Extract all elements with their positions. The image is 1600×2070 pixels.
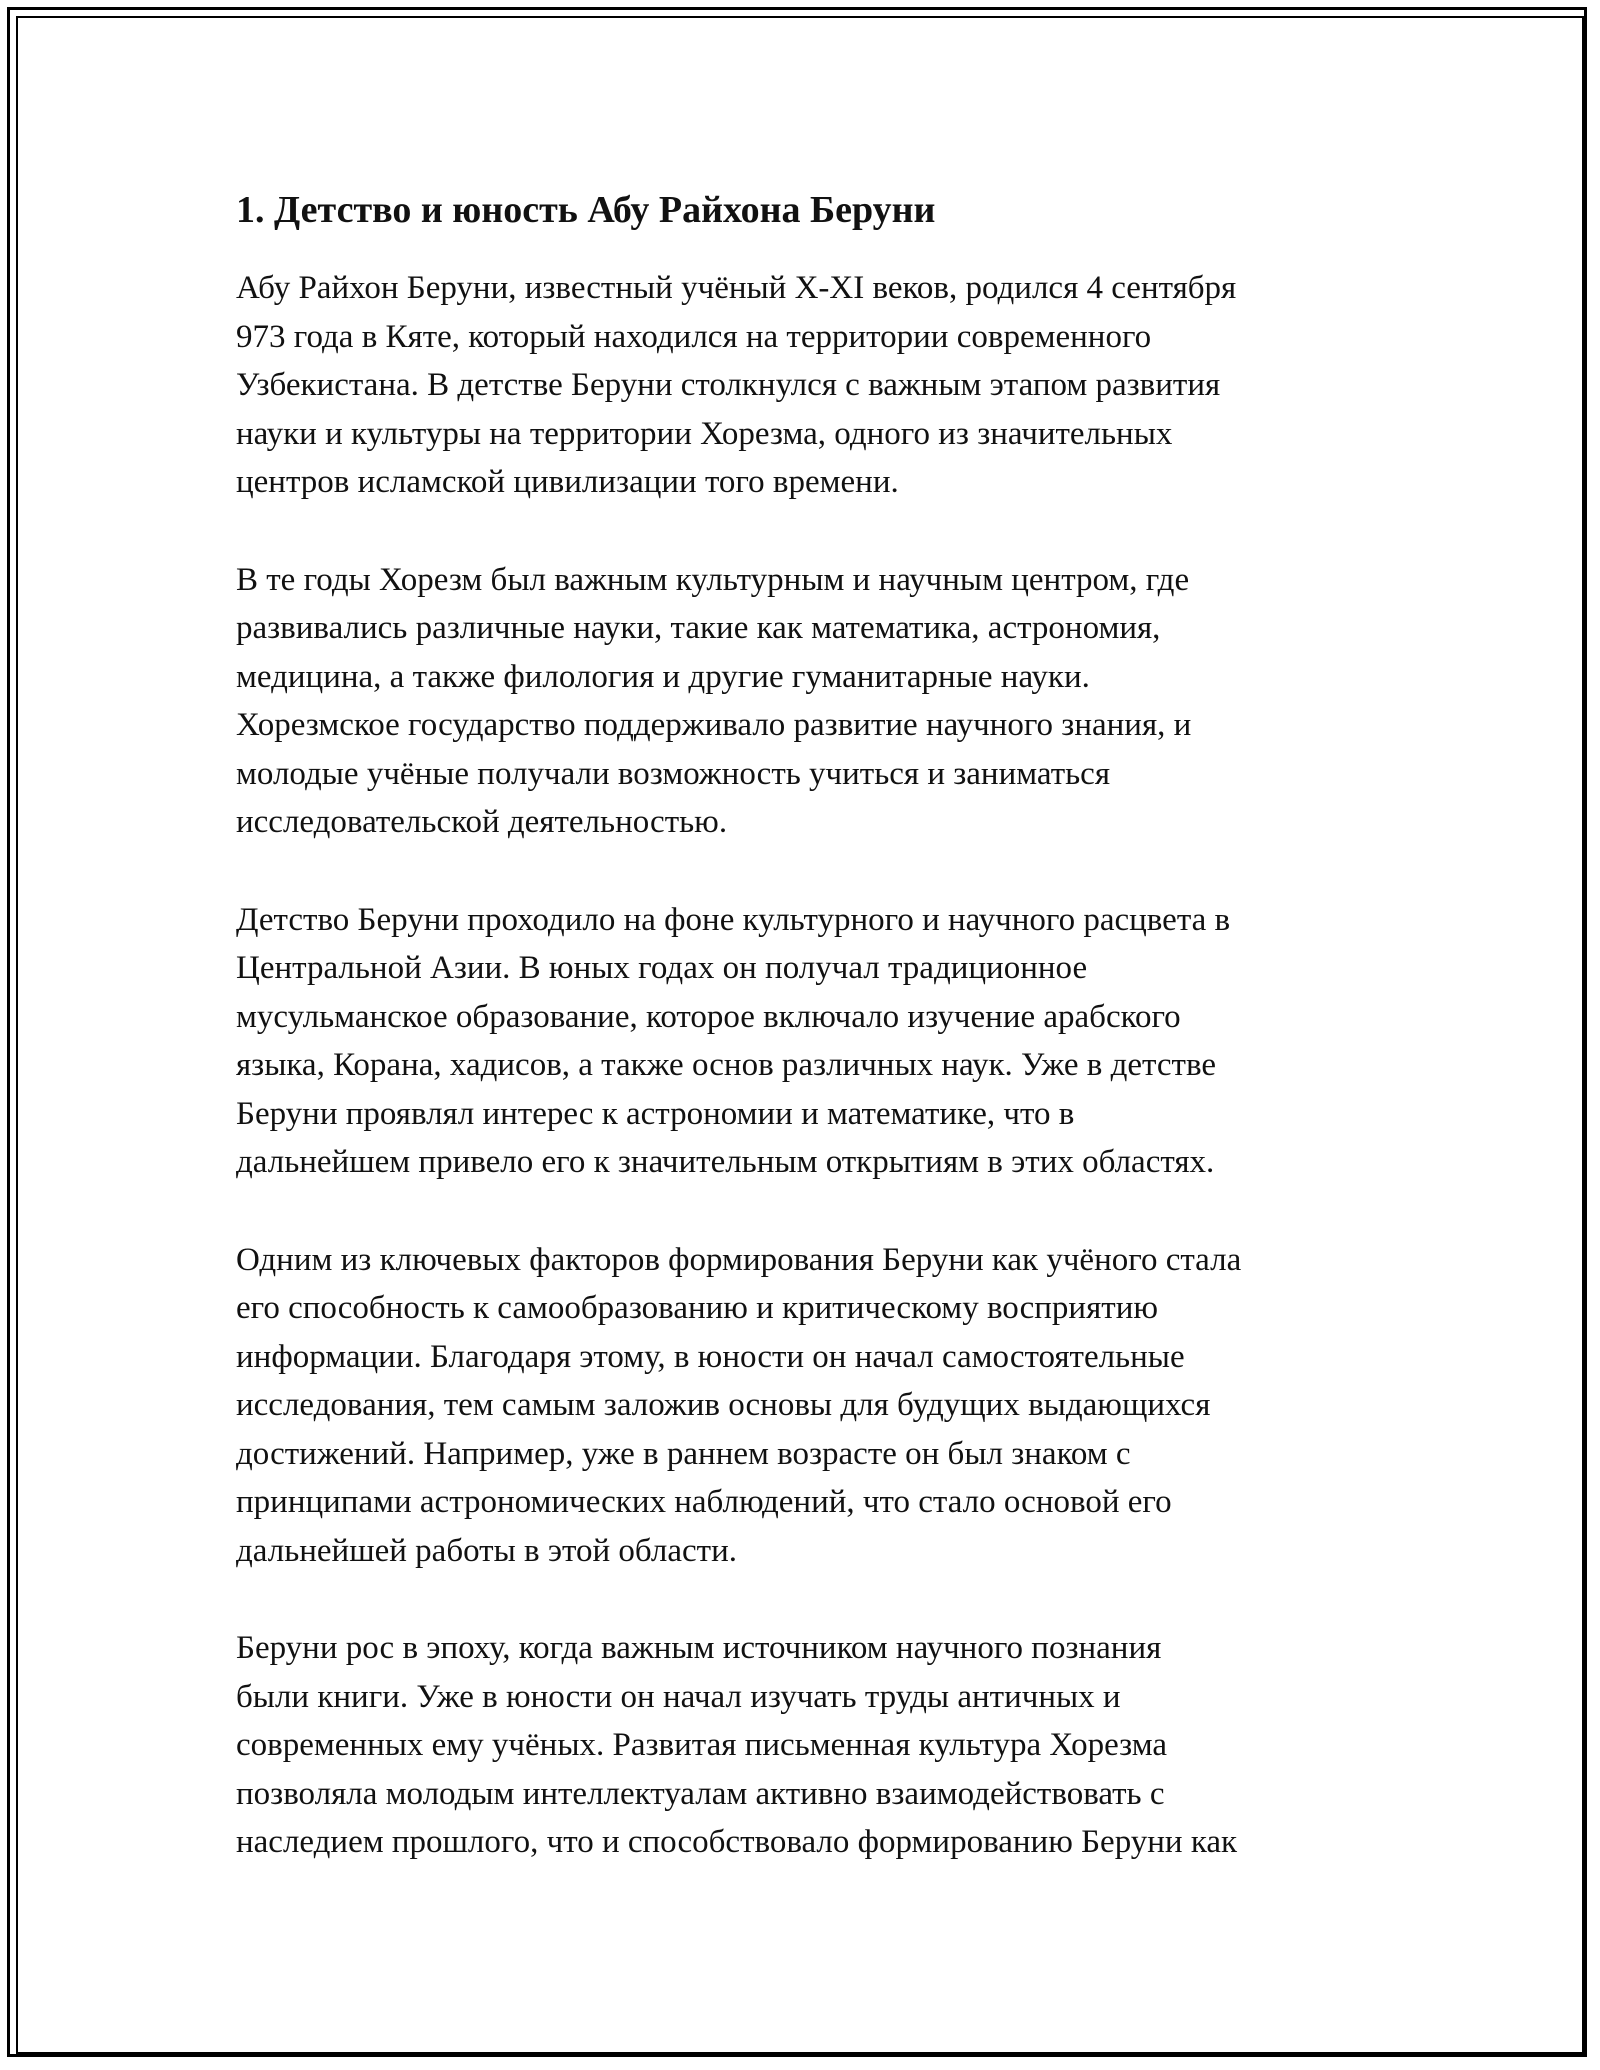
text-line: современных ему учёных. Развитая письменная культура Хорезма xyxy=(236,1727,1168,1763)
text-line: информации. Благодаря этому, в юности он начал самостоятельные xyxy=(236,1338,1185,1375)
text-line: мусульманское образование, которое включало изучение арабского xyxy=(236,998,1181,1035)
text-line: Узбекистана. В детстве Беруни столкнулся с важным этапом развития xyxy=(236,367,1221,403)
paragraph xyxy=(236,264,1386,507)
text-line: развивались различные науки, такие как математика, астрономия, xyxy=(236,610,1161,646)
text-line: исследования, тем самым заложив основы для будущих выдающихся xyxy=(236,1387,1211,1423)
section-heading: 1. Детство и юность Абу Райхона Беруни xyxy=(236,189,936,231)
text-line: В те годы Хорезм был важным культурным и научным центром, где xyxy=(236,561,1190,598)
text-line: позволяла молодым интеллектуалам активно взаимодействовать с xyxy=(236,1775,1165,1812)
text-line: Центральной Азии. В юных годах он получал традиционное xyxy=(236,950,1088,986)
text-line: языка, Корана, хадисов, а также основ различных наук. Уже в детстве xyxy=(236,1047,1216,1083)
paragraph xyxy=(236,1236,1386,1576)
text-line: Абу Райхон Беруни, известный учёный X-XI веков, родился 4 сентября xyxy=(236,270,1237,306)
text-line: дальнейшем привело его к значительным открытиям в этих областях. xyxy=(236,1144,1215,1180)
text-line: Детство Беруни проходило на фоне культурного и научного расцвета в xyxy=(236,901,1231,938)
document-body xyxy=(236,264,1386,1867)
text-line: наследием прошлого, что и способствовало формированию Беруни как xyxy=(236,1824,1238,1860)
text-line: молодые учёные получали возможность учиться и заниматься xyxy=(236,755,1111,792)
text-line: дальнейшей работы в этой области. xyxy=(236,1532,737,1569)
text-line: его способность к самообразованию и критическому восприятию xyxy=(236,1290,1159,1326)
text-line: Одним из ключевых факторов формирования Беруни как учёного стала xyxy=(236,1241,1242,1278)
text-line: Беруни проявлял интерес к астрономии и математике, что в xyxy=(236,1095,1075,1132)
paragraph xyxy=(236,556,1386,847)
text-line: принципами астрономических наблюдений, что стало основой его xyxy=(236,1484,1172,1520)
document-page xyxy=(236,186,1386,1916)
text-line: 973 года в Кяте, который находился на территории современного xyxy=(236,318,1152,355)
text-line: науки и культуры на территории Хорезма, одного из значительных xyxy=(236,415,1173,452)
text-line: Хорезмское государство поддерживало развитие научного знания, и xyxy=(236,707,1192,743)
paragraph xyxy=(236,896,1386,1187)
text-line: исследовательской деятельностью. xyxy=(236,804,728,840)
text-line: центров исламской цивилизации того времени. xyxy=(236,464,899,500)
paragraph xyxy=(236,1624,1386,1867)
text-line: достижений. Например, уже в раннем возрасте он был знаком с xyxy=(236,1435,1131,1472)
text-line: медицина, а также филология и другие гуманитарные науки. xyxy=(236,658,1090,695)
text-line: Беруни рос в эпоху, когда важным источником научного познания xyxy=(236,1630,1162,1666)
text-line: были книги. Уже в юности он начал изучать труды античных и xyxy=(236,1678,1121,1715)
